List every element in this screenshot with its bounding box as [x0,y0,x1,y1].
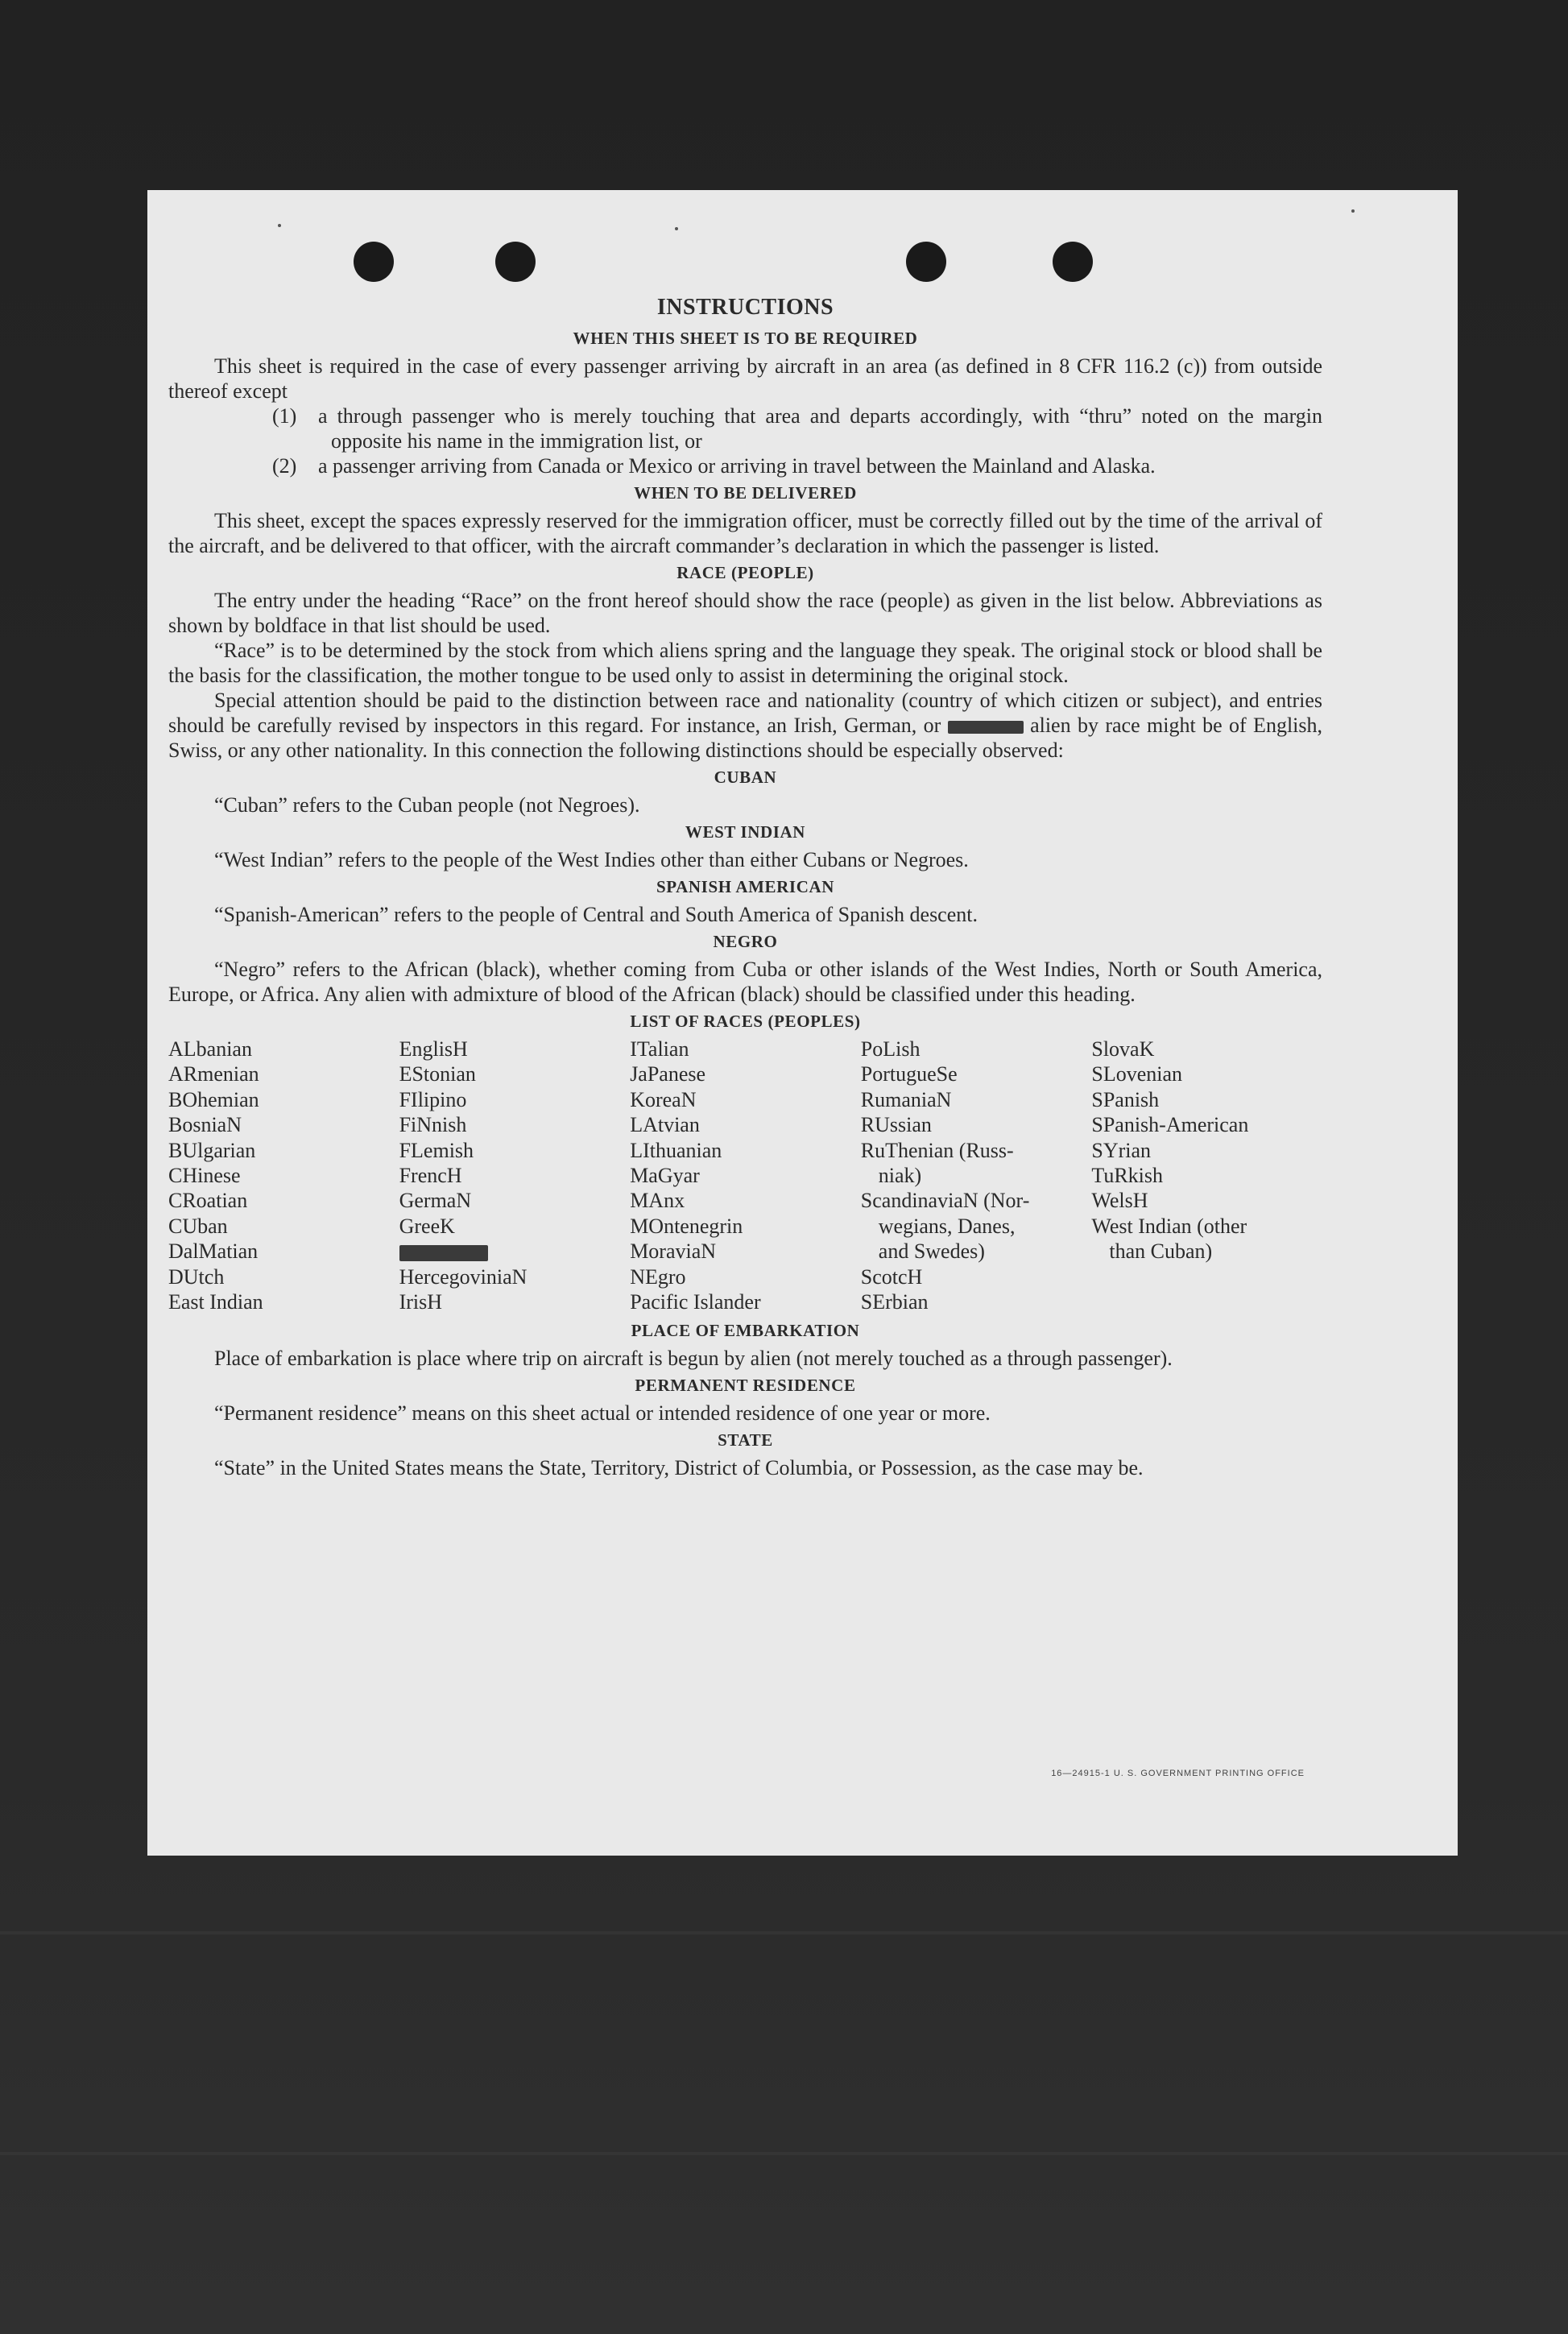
section-heading-west-indian: WEST INDIAN [685,822,806,842]
race-paragraph-3 [168,688,1322,763]
race-entry: TuRkish [1091,1164,1164,1188]
races-column-5 [1091,1037,1322,1314]
race-entry: BOhemian [168,1087,259,1111]
punch-hole [906,242,946,282]
race-entry-redacted [399,1239,631,1264]
races-column-1 [168,1037,399,1314]
race-entry: RumaniaN [860,1087,952,1111]
races-column-4 [861,1037,1092,1314]
races-column-3 [630,1037,861,1314]
negro-text: “Negro” refers to the African (black), whether coming from Cuba or other islands of the West Indies, North or South America, Europe, or Africa. Any alien with admixture of blood of the African (black) should be classified under this heading. [168,958,1322,1006]
section-heading-residence: PERMANENT RESIDENCE [635,1376,856,1396]
race-entry-continued: than Cuban) [1109,1239,1213,1264]
printing-office-footer: 16—24915-1 U. S. GOVERNMENT PRINTING OFFICE [1051,1769,1305,1778]
race-entry: MoraviaN [630,1239,717,1264]
document-content [168,295,1322,1480]
race-entry: PortugueSe [860,1062,958,1086]
race-entry: GermaN [399,1189,472,1213]
scan-streak [0,2152,1568,2155]
race-p3-before: Special attention should be paid to the distinction between race and nationality (country of which citizen or subject), and entries should be carefully revised by inspectors in this regard. For instance, an Irish, German, or [168,689,1322,737]
races-column-2 [399,1037,631,1314]
race-entry: HercegoviniaN [399,1264,527,1289]
race-entry: IrisH [399,1290,443,1314]
cuban-text: “Cuban” refers to the Cuban people (not Negroes). [214,793,640,817]
race-entry: MAnx [630,1189,685,1213]
race-entry: ScotcH [860,1264,923,1289]
residence-text: “Permanent residence” means on this sheet actual or intended residence of one year or more. [214,1401,991,1426]
speck [278,224,281,227]
race-entry: RuThenian (Russ- [860,1138,1014,1162]
delivered-text: This sheet, except the spaces expressly reserved for the immigration officer, must be correctly filled out by the time of the arrival of the aircraft, and be delivered to that officer, with the aircraft commander’s declaration in which the passenger is listed. [168,509,1322,557]
required-item-1 [168,403,1322,453]
item-number: (2) [272,454,297,478]
race-entry: FLemish [399,1138,474,1162]
race-entry: MOntenegrin [630,1214,743,1238]
document-title: INSTRUCTIONS [656,295,834,320]
item-text: a through passenger who is merely touching that area and departs accordingly, with “thru” noted on the margin opposite his name in the immigration list, or [318,404,1322,453]
section-heading-state: STATE [718,1430,773,1450]
race-paragraph-2: “Race” is to be determined by the stock from which aliens spring and the language they speak. The original stock or blood shall be the basis for the classification, the mother tongue to be used only to assist in determining the original stock. [168,639,1322,687]
race-entry: FiNnish [399,1113,467,1137]
item-number: (1) [272,404,297,428]
required-item-2 [168,453,1322,478]
race-entry: ITalian [630,1037,689,1061]
race-entry: KoreaN [630,1087,697,1111]
race-entry: CRoatian [168,1189,248,1213]
race-entry: FIlipino [399,1087,467,1111]
race-entry: SPanish-American [1091,1113,1249,1137]
punch-hole [354,242,394,282]
race-entry: EStonian [399,1062,476,1086]
race-entry: RUssian [860,1113,932,1137]
section-heading-race: RACE (PEOPLE) [676,563,814,582]
race-entry: WelsH [1091,1189,1148,1213]
race-entry: LIthuanian [630,1138,722,1162]
spanish-american-text: “Spanish-American” refers to the people of Central and South America of Spanish descent. [214,903,978,926]
redaction-mark [948,721,1024,734]
document-page [147,190,1458,1856]
embarkation-text: Place of embarkation is place where trip on aircraft is begun by alien (not merely touched as a through passenger). [214,1347,1173,1371]
race-entry: MaGyar [630,1164,700,1188]
race-entry-continued: niak) [878,1164,922,1188]
race-entry: EnglisH [399,1037,468,1061]
race-entry: West Indian (other [1091,1214,1247,1238]
item-text: a passenger arriving from Canada or Mexico or arriving in travel between the Mainland and Alaska. [318,454,1156,478]
race-entry: SLovenian [1091,1062,1183,1086]
races-list [168,1037,1322,1314]
race-entry: East Indian [168,1290,263,1314]
race-entry: Pacific Islander [630,1290,761,1314]
punch-hole [1053,242,1093,282]
section-heading-embarkation: PLACE OF EMBARKATION [631,1321,860,1341]
race-p3-after: alien by race might be of English, Swiss, or any other nationality. In this connection the following distinctions should be especially observed: [168,714,1323,762]
race-entry: ARmenian [168,1062,259,1086]
race-entry: ScandinaviaN (Nor- [860,1189,1030,1213]
race-entry: SlovaK [1091,1037,1155,1061]
race-paragraph-1: The entry under the heading “Race” on the front hereof should show the race (people) as given in the list below. Abbreviations as shown by boldface in that list should be used. [168,589,1322,637]
section-heading-cuban: CUBAN [714,768,777,787]
redaction-mark [399,1245,488,1261]
race-entry: NEgro [630,1264,686,1289]
race-entry: PoLish [860,1037,921,1061]
race-entry: JaPanese [630,1062,706,1086]
section-heading-spanish-american: SPANISH AMERICAN [656,877,834,896]
race-entry: CHinese [168,1164,241,1188]
race-entry: DalMatian [168,1239,259,1264]
speck [675,227,678,230]
section-heading-delivered: WHEN TO BE DELIVERED [634,483,857,503]
race-entry: GreeK [399,1214,455,1238]
race-entry: FrencH [399,1164,462,1188]
section-heading-required: WHEN THIS SHEET IS TO BE REQUIRED [573,329,918,348]
section-heading-races-list: LIST OF RACES (PEOPLES) [630,1012,861,1031]
race-entry: LAtvian [630,1113,700,1137]
state-text: “State” in the United States means the State, Territory, District of Columbia, or Possession, as the case may be. [214,1456,1144,1480]
race-entry: ALbanian [168,1037,252,1061]
race-entry-continued: and Swedes) [878,1239,985,1264]
scan-streak [0,1931,1568,1935]
race-entry: BUlgarian [168,1138,256,1162]
race-entry: SErbian [860,1290,929,1314]
punch-hole [495,242,536,282]
race-entry: DUtch [168,1264,225,1289]
speck [1351,209,1355,213]
race-entry: CUban [168,1214,228,1238]
section-heading-negro: NEGRO [713,932,778,951]
race-entry: BosniaN [168,1113,242,1137]
race-entry: SPanish [1091,1087,1160,1111]
race-entry-continued: wegians, Danes, [878,1214,1016,1238]
west-indian-text: “West Indian” refers to the people of the West Indies other than either Cubans or Negroes. [214,848,969,871]
required-intro: This sheet is required in the case of every passenger arriving by aircraft in an area (as defined in 8 CFR 116.2 (c)) from outside thereof except [168,354,1322,403]
race-entry: SYrian [1091,1138,1152,1162]
